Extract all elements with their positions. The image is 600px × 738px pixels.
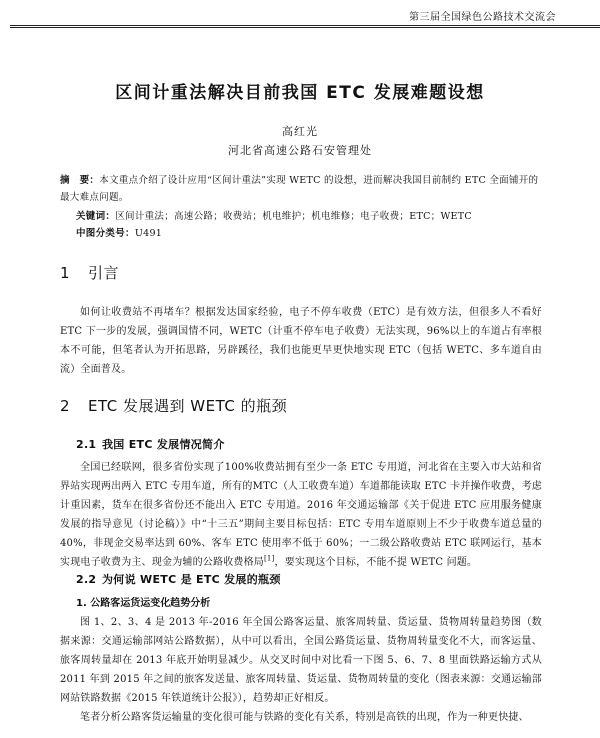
sub-subsection-heading: 1. 公路客运货运变化趋势分析: [76, 598, 211, 609]
abstract-label: 摘 要：: [60, 175, 100, 186]
section-title: 引言: [88, 264, 120, 282]
conference-name: 第三届全国绿色公路技术交流会: [409, 12, 556, 23]
paragraph-text: 全国已经联网，很多省份实现了100%收费站拥有至少一条 ETC 专用道，河北省在主要入市大站和省界站实现两出两入 ETC 专用车道，所有的MTC（人工收费车道）车道都能读取 ETC 卡并操作收费，考虑计重因素，货车在很多省份还不能出入 ETC 专用道。2016 年交通运输部《关于促进 ETC 应用服务健康发展的指导意见（讨论稿）》中“十三五”期间主要目标包括：ETC 专用车道原则上不少于收费车道总量的 40%，非现金交易率达到 60%、客车 ETC 使用率不低于 60%；一二级公路收费站 ETC 联网运行，基本实现电子收费为主、现金为辅的公路收费格局: [60, 462, 542, 568]
subsection-number: 2.2: [76, 573, 97, 586]
paragraph-trend-analysis: 图 1、2、3、4 是 2013 年-2016 年全国公路客运量、旅客周转量、货运量、货物周转量趋势图（数据来源：交通运输部网站公路数据），从中可以看出，全国公路货运量、货物周转量变化不大，而客运量、旅客周转量却在 2013 年底开始明显减少。从交叉时间中对比看一下图 5、6、7、8 里面铁路运输方式从 2011 年到 2015 年之间的旅客发送量、旅客周转量、货运量、货物周转量的变化（图表来源：交通运输部网站铁路数据《2015 年铁道统计公报》），趋势却正好相反。: [60, 617, 542, 704]
subsection-heading-2-1: [76, 436, 225, 452]
paragraph-text-cont: ，要实现这个目标，不能不提 WETC 问题。: [274, 557, 478, 568]
subsection-number: 2.1: [76, 438, 97, 451]
section-heading-1: [60, 262, 119, 283]
section-number: 1: [60, 264, 71, 282]
section-heading-2: [60, 395, 287, 416]
section-number: 2: [60, 397, 71, 415]
running-header: [0, 2, 600, 26]
clc-label: 中图分类号：: [76, 228, 135, 239]
subsection-heading-2-2: [76, 571, 281, 587]
section-title: ETC 发展遇到 WETC 的瓶颈: [88, 397, 288, 415]
paper-title: 区间计重法解决目前我国 ETC 发展难题设想: [115, 83, 485, 103]
header-rule: [10, 25, 600, 26]
citation-ref: [1]: [264, 554, 275, 563]
paragraph-intro: 如何让收费站不再堵车？根据发达国家经验，电子不停车收费（ETC）是有效方法，但很多人不看好 ETC 下一步的发展，强调国情不同，WETC（计重不停车电子收费）无法实现，96%以上的车道占有率根本不可能，但笔者认为开拓思路，另辟蹊径，我们也能更早更快地实现 ETC（包括 WETC、多车道自由流）全面普及。: [60, 307, 542, 375]
paragraph-railway-analysis: 笔者分析公路客货运输量的变化很可能与铁路的变化有关系，特别是高铁的出现，作为一种更快捷、: [80, 712, 529, 723]
keywords-text: 区间计重法；高速公路；收费站；机电维护；机电维修；电子收费；ETC；WETC: [115, 211, 472, 222]
paragraph-etc-overview: [60, 458, 542, 572]
abstract-text: 本文重点介绍了设计应用“区间计重法”实现 WETC 的设想，进而解决我国目前制约 ETC 全面铺开的最大难点问题。: [60, 175, 539, 203]
subsection-title: 我国 ETC 发展情况简介: [102, 438, 225, 451]
clc-value: U491: [134, 228, 163, 239]
keywords-label: 关键词：: [76, 211, 116, 222]
classification-number: [76, 225, 162, 242]
header-rule-double: [10, 27, 600, 28]
abstract: [60, 172, 542, 206]
author-affiliation: 河北省高速公路石安管理处: [228, 144, 372, 157]
keywords: [76, 208, 546, 225]
author-name: 高红光: [282, 125, 318, 138]
subsection-title: 为何说 WETC 是 ETC 发展的瓶颈: [102, 573, 281, 586]
